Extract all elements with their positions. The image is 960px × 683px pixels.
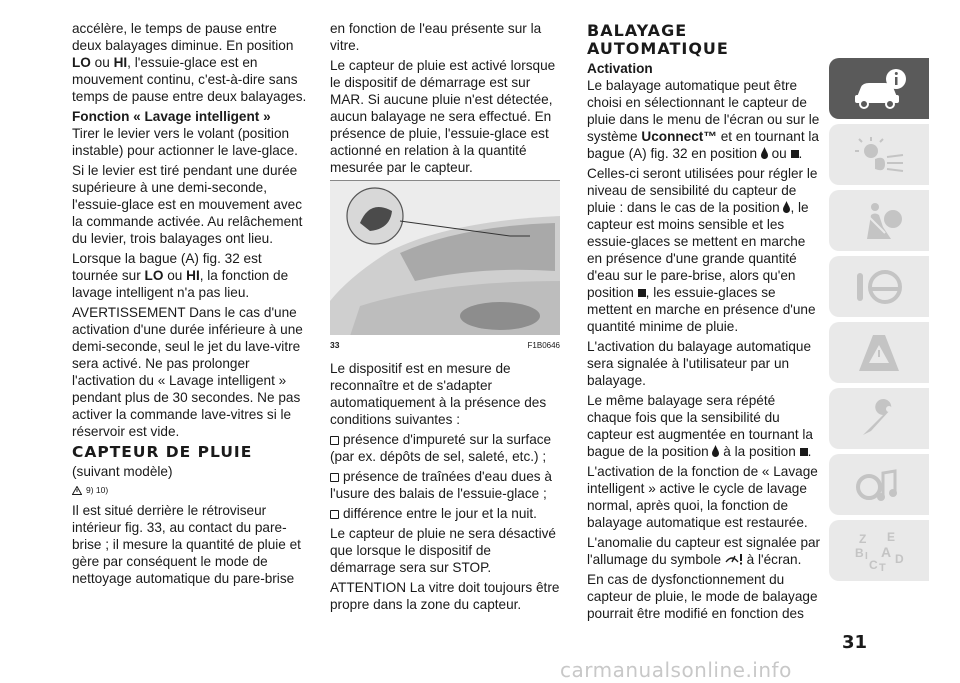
section-heading: Activation xyxy=(587,61,653,76)
paragraph: ATTENTION La vitre doit toujours être propre dans la zone du capteur. xyxy=(330,580,560,612)
figure-caption xyxy=(330,337,560,354)
column-1 xyxy=(72,20,308,590)
square-icon xyxy=(638,289,646,297)
paragraph: en fonction de l'eau présente sur la vitre. xyxy=(330,21,542,53)
paragraph: Celles-ci seront utilisées pour régler le niveau de sensibilité du capteur de pluie : dans le cas de la position , le capteur est moins sensible et les essuie-glaces se mettent en marche en présence d'une grande quantité d'eau sur le pare-brise, alors qu'en position , les essuie-glaces se mettent en marche en présence d'une quantité minime de pluie. xyxy=(587,166,818,334)
paragraph: Lorsque la bague (A) fig. 32 est tournée sur LO ou HI, la fonction de lavage intelligent n'a pas lieu. xyxy=(72,251,289,300)
steering-key-icon xyxy=(851,265,907,309)
warning-paragraph: AVERTISSEMENT Dans le cas d'une activation d'une durée inférieure à une demi-seconde, seul le jet du lave-vitre sera activé. Ne pas prolonger l'activation du « Lavage intelligent » pendant plus de 30 secondes. Ne pas activer la commande lave-vitres si le réservoir est vide. xyxy=(72,305,303,439)
section-subtitle: (suivant modèle) xyxy=(72,464,173,479)
checkbox-bullet-icon xyxy=(330,510,339,519)
tab-safety[interactable] xyxy=(829,190,929,251)
paragraph: L'activation du balayage automatique sera signalée à l'utilisateur par un balayage. xyxy=(587,339,812,388)
tab-multimedia[interactable] xyxy=(829,454,929,515)
svg-text:E: E xyxy=(887,529,896,544)
warning-references: 9) 10) xyxy=(72,482,308,499)
svg-text:Z: Z xyxy=(859,531,867,546)
watermark: carmanualsonline.info xyxy=(560,658,792,682)
paragraph: Si le levier est tiré pendant une durée supérieure à une demi-seconde, l'essuie-glace est en mouvement avec la commande activée. Au relâchement du levier, trois balayages ont lieu. xyxy=(72,163,303,246)
lights-icon xyxy=(851,133,907,177)
droplet-icon xyxy=(761,147,768,159)
section-title: CAPTEUR DE PLUIE xyxy=(72,443,253,461)
svg-text:I: I xyxy=(865,550,868,562)
chapter-tabs xyxy=(829,58,929,586)
tab-lights[interactable] xyxy=(829,124,929,185)
list-item: présence de traînées d'eau dues à l'usure des balais de l'essuie-glace ; xyxy=(330,469,552,501)
svg-text:D: D xyxy=(895,551,904,566)
column-2 xyxy=(330,20,560,616)
svg-text:A: A xyxy=(881,543,892,560)
car-info-icon xyxy=(851,67,907,111)
rain-sensor-fault-icon xyxy=(725,553,743,565)
list-item: présence d'impureté sur la surface (par ex. dépôts de sel, saleté, etc.) ; xyxy=(330,432,552,464)
tab-car-info[interactable] xyxy=(829,58,929,119)
page-number: 31 xyxy=(842,632,868,653)
warning-triangle-icon xyxy=(72,486,82,495)
tab-warning-lights[interactable] xyxy=(829,322,929,383)
paragraph: Il est situé derrière le rétroviseur intérieur fig. 33, au contact du pare-brise ; il mesure la quantité de pluie et gère par conséquent le mode de nettoyage automatique du pare-brise xyxy=(72,503,301,586)
section-heading: Fonction « Lavage intelligent » xyxy=(72,109,271,124)
section-title: BALAYAGE AUTOMATIQUE xyxy=(587,21,729,58)
music-nav-icon xyxy=(851,463,907,507)
checkbox-bullet-icon xyxy=(330,436,339,445)
airbag-icon xyxy=(851,199,907,243)
list-item: différence entre le jour et la nuit. xyxy=(330,505,560,522)
checkbox-bullet-icon xyxy=(330,473,339,482)
wrench-icon xyxy=(851,397,907,441)
paragraph: Le capteur de pluie est activé lorsque le dispositif de démarrage est sur MAR. Si aucune pluie n'est détectée, aucun balayage ne sera effectué. En présence de pluie, l'essuie-glace est actionné en relation à la quantité mesurée par le capteur. xyxy=(330,58,556,175)
car-windshield-illustration xyxy=(330,181,560,335)
index-letters-icon xyxy=(851,529,907,573)
paragraph: L'anomalie du capteur est signalée par l'allumage du symbole à l'écran. xyxy=(587,535,821,567)
warning-road-icon xyxy=(851,331,907,375)
paragraph: Le capteur de pluie ne sera désactivé que lorsque le dispositif de démarrage sera sur STOP. xyxy=(330,526,556,575)
paragraph: Tirer le levier vers le volant (position instable) pour actionner le lave-glace. xyxy=(72,126,298,158)
svg-text:B: B xyxy=(855,545,864,560)
paragraph: L'activation de la fonction de « Lavage intelligent » active le cycle de lavage normal, après quoi, la fonction de balayage automatique est restaurée. xyxy=(587,464,818,530)
paragraph: Le dispositif est en mesure de reconnaître et de s'adapter automatiquement à la présence des conditions suivantes : xyxy=(330,361,547,427)
svg-text:C: C xyxy=(869,557,878,572)
tab-emergency[interactable] xyxy=(829,388,929,449)
paragraph: En cas de dysfonctionnement du capteur de pluie, le mode de balayage pourrait être modifié en fonction des xyxy=(587,572,818,621)
column-3 xyxy=(587,20,823,625)
square-icon xyxy=(791,150,799,158)
svg-text:T: T xyxy=(879,561,886,573)
figure-number: 33 xyxy=(330,340,340,350)
paragraph: Le balayage automatique peut être choisi en sélectionnant le capteur de pluie dans le menu de l'écran ou sur le système Uconnect™ et en tournant la bague (A) fig. 32 en position ou . xyxy=(587,78,820,161)
figure-code: F1B0646 xyxy=(527,341,560,350)
tab-index[interactable] xyxy=(829,520,929,581)
paragraph: Le même balayage sera répété chaque fois que la sensibilité du capteur est augmentée en tournant la bague de la position à la position . xyxy=(587,393,813,459)
tab-starting-driving[interactable] xyxy=(829,256,929,317)
square-icon xyxy=(800,448,808,456)
figure-33-rain-sensor xyxy=(330,180,560,335)
paragraph: accélère, le temps de pause entre deux balayages diminue. En position LO ou HI, l'essuie-glace est en mouvement continu, c'est-à-dire sans temps de pause entre deux balayages. xyxy=(72,21,307,104)
